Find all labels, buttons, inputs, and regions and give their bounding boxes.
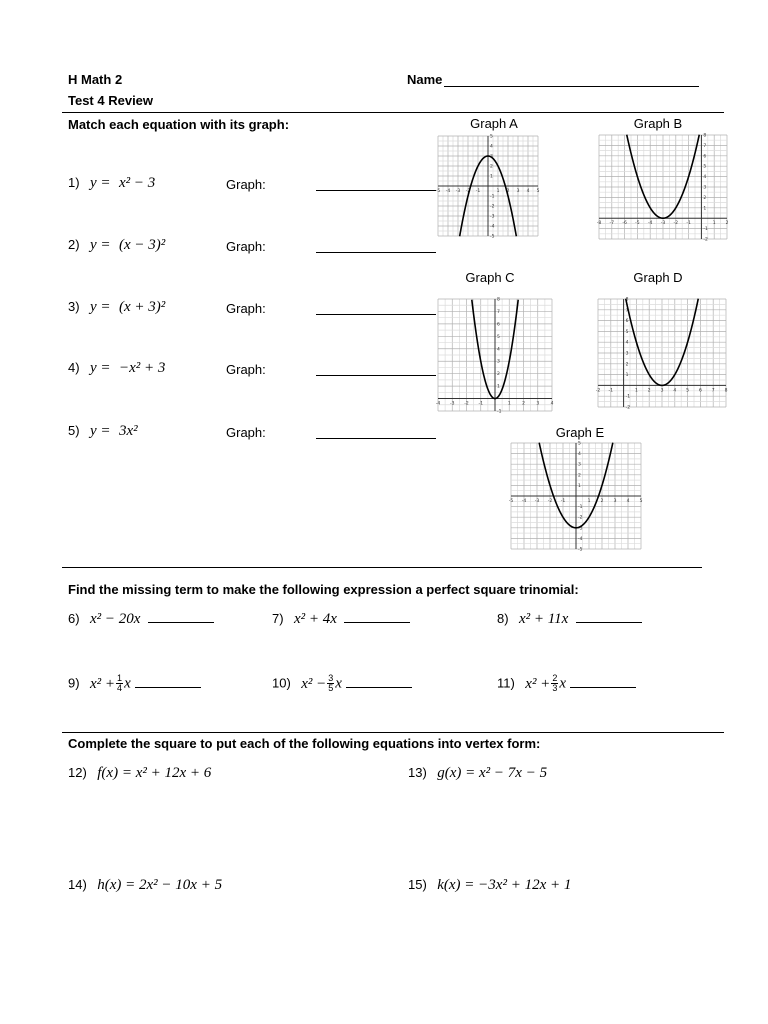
- x-tick-label: 2: [506, 189, 510, 194]
- answer-blank[interactable]: [346, 675, 412, 688]
- y-tick-label: -3: [578, 526, 583, 532]
- graph-answer-blank-5[interactable]: [316, 438, 436, 439]
- fraction: [551, 674, 558, 693]
- graph-word-2: Graph:: [226, 239, 266, 254]
- x-tick-label: -8: [597, 221, 602, 227]
- y-tick-label: -1: [703, 227, 708, 233]
- y-tick-label: 5: [497, 334, 500, 340]
- x-tick-label: -4: [521, 499, 527, 504]
- x-tick-label: 1: [634, 388, 638, 394]
- x-tick-label: -2: [673, 221, 679, 227]
- x-tick-label: -3: [450, 401, 455, 407]
- y-tick-label: 2: [578, 473, 581, 479]
- vertex-item-13: [408, 764, 547, 782]
- y-tick-label: -2: [578, 515, 583, 521]
- graph-answer-blank-2[interactable]: [316, 252, 436, 253]
- answer-blank[interactable]: [576, 610, 642, 623]
- equation-item-2: [68, 236, 165, 254]
- x-tick-label: 4: [526, 189, 530, 194]
- equation-lhs: y =: [90, 237, 111, 253]
- x-tick-label: -2: [596, 388, 601, 394]
- fraction: [116, 674, 123, 693]
- y-tick-label: 6: [703, 154, 707, 160]
- y-tick-label: 2: [703, 195, 707, 201]
- y-tick-label: 5: [490, 134, 493, 140]
- item-number: 1): [68, 175, 80, 190]
- fraction-numerator: 3: [328, 673, 334, 683]
- graph-c-label: Graph C: [465, 270, 515, 285]
- x-tick-label: -1: [478, 401, 483, 407]
- y-tick-label: -3: [490, 214, 495, 220]
- y-tick-label: 8: [497, 297, 500, 303]
- equation-item-3: [68, 298, 165, 316]
- expression-start: x² +: [525, 675, 551, 692]
- equation-item-1: [68, 174, 155, 192]
- item-number: 12): [68, 765, 87, 780]
- y-tick-label: 2: [625, 362, 629, 368]
- trinomial-item-11: [497, 674, 636, 693]
- item-number: 14): [68, 877, 87, 892]
- item-number: 13): [408, 765, 427, 780]
- vertex-item-12: [68, 764, 211, 782]
- graph-e-label: Graph E: [555, 425, 605, 440]
- fraction-numerator: 2: [552, 673, 558, 683]
- section1-instruction: Match each equation with its graph:: [68, 117, 290, 132]
- x-tick-label: 3: [660, 388, 664, 394]
- y-tick-label: -2: [625, 405, 631, 409]
- header-divider: [62, 112, 724, 113]
- x-tick-label: 5: [686, 388, 690, 394]
- y-tick-label: 1: [703, 206, 707, 212]
- name-blank[interactable]: [444, 86, 699, 87]
- y-tick-label: -1: [578, 505, 583, 511]
- expression-end: x: [559, 675, 566, 692]
- y-tick-label: 3: [497, 359, 500, 365]
- answer-blank[interactable]: [148, 610, 214, 623]
- graph-c-plot: [436, 297, 554, 413]
- y-tick-label: 5: [703, 164, 707, 170]
- item-number: 3): [68, 299, 80, 314]
- x-tick-label: 1: [712, 221, 716, 227]
- fraction: [327, 674, 334, 693]
- x-tick-label: 2: [600, 499, 604, 504]
- fraction-denominator: 4: [117, 683, 123, 693]
- x-tick-label: -6: [622, 221, 627, 227]
- expression-end: x: [335, 675, 342, 692]
- answer-blank[interactable]: [570, 675, 636, 688]
- x-tick-label: 3: [536, 401, 540, 407]
- section2-instruction: Find the missing term to make the following expression a perfect square trinomial:: [68, 582, 579, 597]
- y-tick-label: 1: [497, 384, 500, 390]
- equation-rhs: 3x²: [119, 423, 138, 439]
- y-tick-label: -5: [578, 547, 583, 551]
- equation-rhs: x² − 3: [119, 175, 156, 191]
- x-tick-label: 5: [639, 499, 643, 504]
- y-tick-label: -1: [625, 394, 631, 400]
- y-tick-label: 1: [625, 373, 629, 379]
- y-tick-label: -4: [490, 224, 495, 230]
- x-tick-label: -3: [534, 499, 540, 504]
- vertex-item-14: [68, 876, 222, 894]
- x-tick-label: 1: [496, 189, 500, 194]
- item-number: 8): [497, 611, 509, 626]
- item-number: 6): [68, 611, 80, 626]
- x-tick-label: 7: [711, 388, 715, 394]
- x-tick-label: -7: [609, 221, 615, 227]
- graph-word-1: Graph:: [226, 177, 266, 192]
- graph-d-plot: [596, 297, 728, 409]
- x-tick-label: 4: [550, 401, 554, 407]
- y-tick-label: -4: [578, 536, 583, 542]
- equation-rhs: −x² + 3: [119, 360, 166, 376]
- y-tick-label: 4: [578, 452, 581, 458]
- x-tick-label: -1: [686, 221, 691, 227]
- y-tick-label: 7: [703, 143, 707, 149]
- x-tick-label: -5: [635, 221, 640, 227]
- y-tick-label: 4: [490, 144, 493, 150]
- trinomial-item-7: [272, 610, 410, 628]
- y-tick-label: -1: [490, 194, 495, 200]
- equation-rhs: (x + 3)²: [119, 299, 166, 315]
- item-number: 4): [68, 360, 80, 375]
- graph-b-label: Graph B: [633, 116, 683, 131]
- x-tick-label: 5: [536, 189, 540, 194]
- equation-lhs: y =: [90, 360, 111, 376]
- graph-answer-blank-3[interactable]: [316, 314, 436, 315]
- y-tick-label: 1: [578, 483, 581, 489]
- item-number: 11): [497, 675, 515, 691]
- x-tick-label: 8: [724, 388, 728, 394]
- fraction-denominator: 5: [328, 683, 334, 693]
- x-tick-label: -4: [436, 401, 441, 407]
- y-tick-label: -2: [490, 204, 495, 210]
- expression-end: x: [124, 675, 131, 692]
- x-tick-label: -4: [445, 189, 451, 194]
- y-tick-label: 5: [578, 441, 581, 447]
- function-expression: k(x) = −3x² + 12x + 1: [437, 877, 572, 893]
- trinomial-item-8: [497, 610, 642, 628]
- y-tick-label: 2: [490, 164, 493, 170]
- x-tick-label: -1: [608, 388, 614, 394]
- expression: x² + 11x: [519, 611, 569, 627]
- fraction-numerator: 1: [117, 673, 123, 683]
- x-tick-label: 2: [725, 221, 729, 227]
- graph-answer-blank-4[interactable]: [316, 375, 436, 376]
- y-tick-label: 6: [625, 319, 629, 325]
- graph-a-label: Graph A: [470, 116, 518, 131]
- x-tick-label: 6: [698, 388, 702, 394]
- section3-instruction: Complete the square to put each of the following equations into vertex form:: [68, 736, 541, 751]
- graph-e-plot: [509, 441, 643, 551]
- graph-d-label: Graph D: [633, 270, 683, 285]
- graph-word-4: Graph:: [226, 362, 266, 377]
- x-tick-label: -4: [647, 221, 653, 227]
- function-expression: g(x) = x² − 7x − 5: [437, 765, 548, 781]
- y-tick-label: 4: [497, 347, 500, 353]
- x-tick-label: 4: [673, 388, 677, 394]
- y-tick-label: -2: [703, 237, 708, 241]
- expression: x² + 4x: [294, 611, 337, 627]
- equation-lhs: y =: [90, 423, 111, 439]
- item-number: 9): [68, 675, 80, 691]
- section1-divider: [62, 567, 702, 568]
- x-tick-label: -1: [560, 499, 566, 504]
- x-tick-label: 4: [626, 499, 630, 504]
- graph-b-plot: [597, 133, 729, 241]
- y-tick-label: -1: [497, 409, 502, 413]
- y-tick-label: 7: [497, 309, 500, 315]
- y-tick-label: 6: [497, 322, 500, 328]
- x-tick-label: -5: [509, 499, 514, 504]
- x-tick-label: 1: [507, 401, 511, 407]
- function-expression: h(x) = 2x² − 10x + 5: [97, 877, 223, 893]
- item-number: 5): [68, 423, 80, 438]
- y-tick-label: 4: [625, 340, 629, 346]
- y-tick-label: 3: [703, 185, 707, 191]
- x-tick-label: 3: [516, 189, 520, 194]
- y-tick-label: 2: [497, 372, 500, 378]
- equation-item-5: [68, 422, 138, 440]
- graph-a-plot: [436, 134, 540, 238]
- x-tick-label: -2: [465, 189, 471, 194]
- course-title: H Math 2: [68, 72, 123, 87]
- expression: x² − 20x: [90, 611, 141, 627]
- x-tick-label: -5: [436, 189, 441, 194]
- y-tick-label: 8: [703, 133, 707, 139]
- trinomial-item-6: [68, 610, 214, 628]
- x-tick-label: -3: [660, 221, 666, 227]
- x-tick-label: 3: [613, 499, 617, 504]
- item-number: 7): [272, 611, 284, 626]
- fraction-denominator: 3: [552, 683, 558, 693]
- y-tick-label: 7: [625, 308, 629, 314]
- equation-lhs: y =: [90, 299, 111, 315]
- x-tick-label: -3: [455, 189, 461, 194]
- function-expression: f(x) = x² + 12x + 6: [97, 765, 212, 781]
- answer-blank[interactable]: [344, 610, 410, 623]
- expression-start: x² +: [90, 675, 116, 692]
- y-tick-label: 5: [625, 329, 629, 335]
- item-number: 15): [408, 877, 427, 892]
- expression-start: x² −: [301, 675, 327, 692]
- y-tick-label: 3: [625, 351, 629, 357]
- item-number: 2): [68, 237, 80, 252]
- y-tick-label: 8: [625, 297, 629, 303]
- graph-word-3: Graph:: [226, 301, 266, 316]
- x-tick-label: -1: [475, 189, 481, 194]
- graph-word-5: Graph:: [226, 425, 266, 440]
- graph-answer-blank-1[interactable]: [316, 190, 436, 191]
- x-tick-label: 2: [647, 388, 651, 394]
- equation-item-4: [68, 359, 165, 377]
- section2-divider: [62, 732, 724, 733]
- test-title: Test 4 Review: [68, 93, 154, 108]
- item-number: 10): [272, 675, 291, 691]
- y-tick-label: -5: [490, 234, 495, 238]
- x-tick-label: -2: [547, 499, 553, 504]
- answer-blank[interactable]: [135, 675, 201, 688]
- vertex-item-15: [408, 876, 571, 894]
- x-tick-label: 2: [522, 401, 525, 407]
- name-label: Name: [407, 72, 443, 87]
- y-tick-label: 4: [703, 175, 707, 181]
- y-tick-label: 3: [578, 462, 581, 468]
- y-tick-label: 1: [490, 174, 493, 180]
- y-tick-label: 3: [490, 154, 493, 160]
- trinomial-item-10: [272, 674, 412, 693]
- equation-rhs: (x − 3)²: [119, 237, 166, 253]
- x-tick-label: -2: [464, 401, 469, 407]
- equation-lhs: y =: [90, 175, 111, 191]
- trinomial-item-9: [68, 674, 201, 693]
- x-tick-label: 1: [587, 499, 591, 504]
